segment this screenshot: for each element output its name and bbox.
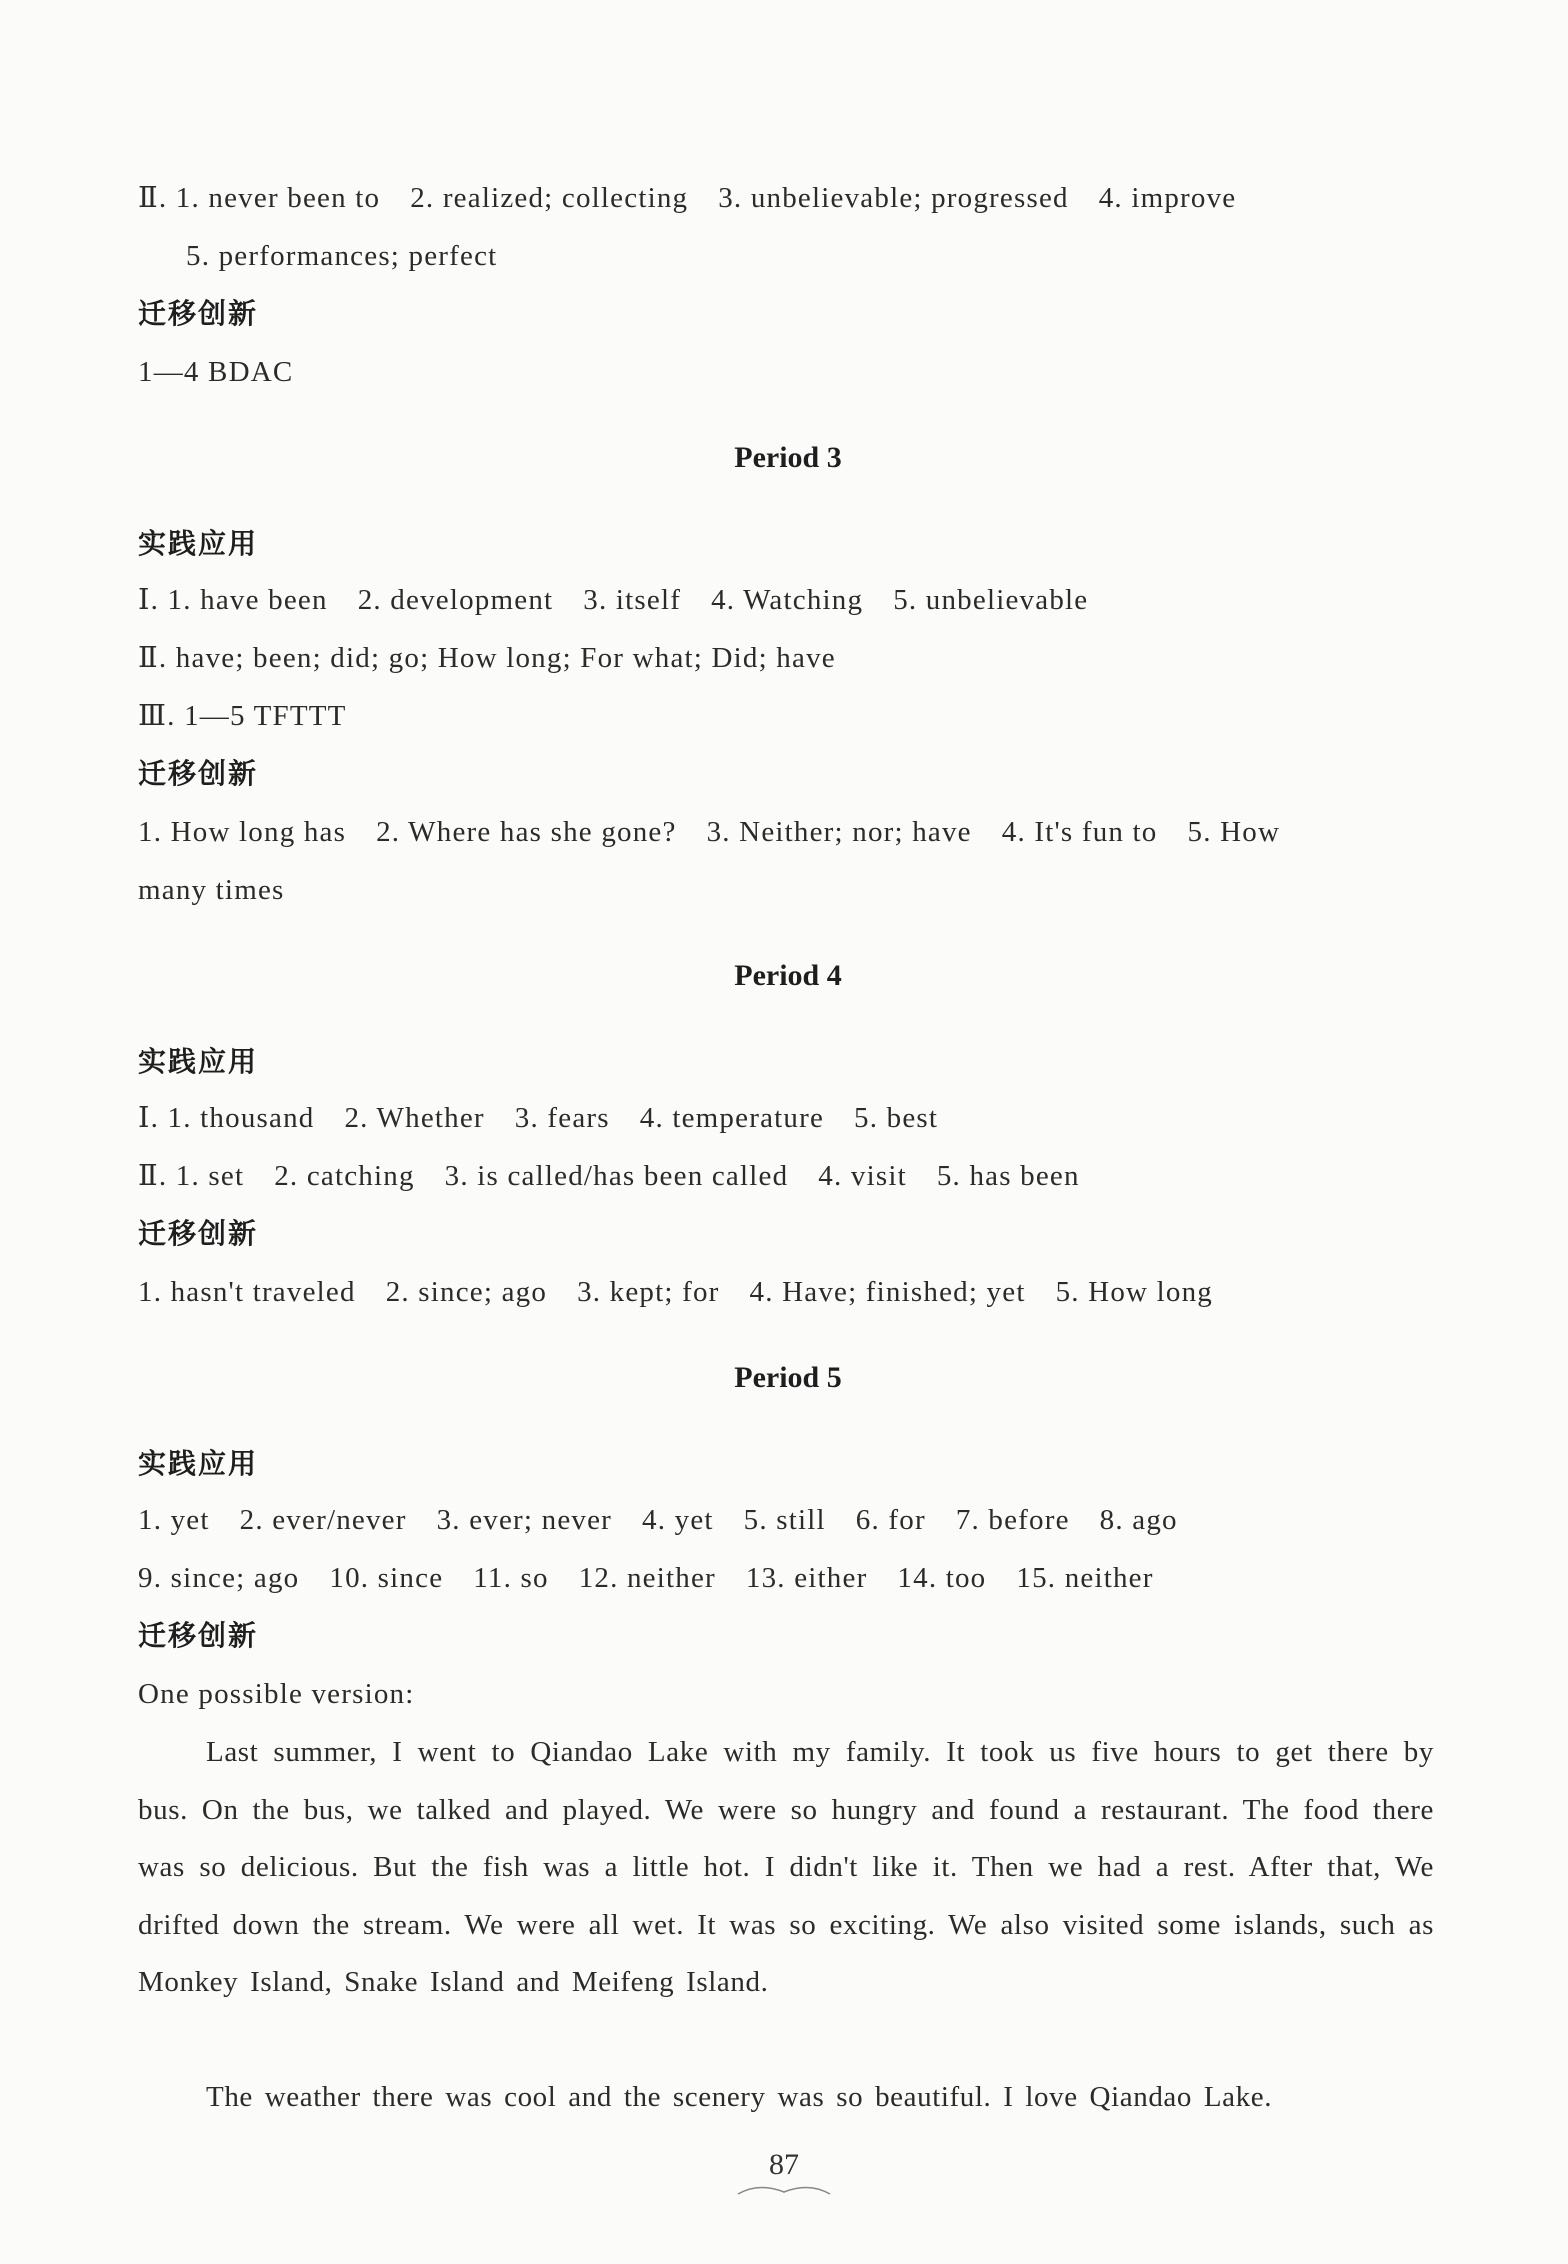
- answer-line: 1—4 BDAC: [138, 356, 294, 388]
- section-heading-innovation: 迁移创新: [138, 757, 259, 790]
- answer-item: 2. ever/never: [239, 1504, 407, 1536]
- section-heading-practice: 实践应用: [138, 1045, 259, 1078]
- section-heading-innovation: 迁移创新: [138, 1619, 259, 1652]
- answer-item: 3. fears: [514, 1102, 610, 1134]
- answer-item: 5. unbelievable: [893, 584, 1089, 616]
- section-heading-innovation: 迁移创新: [138, 297, 259, 330]
- answer-item: 4. yet: [642, 1504, 714, 1536]
- answer-item: 3. is called/has been called: [444, 1160, 789, 1192]
- answer-line: many times: [138, 874, 285, 906]
- answer-line: [138, 1156, 1080, 1196]
- answer-item: 5. best: [854, 1102, 939, 1134]
- section-heading-practice: 实践应用: [138, 1447, 259, 1480]
- answer-line: [138, 1558, 1154, 1598]
- answer-item: 3. Neither; nor; have: [706, 816, 972, 848]
- answer-item: Ⅰ. 1. have been: [138, 584, 328, 616]
- answer-item: 4. improve: [1098, 182, 1237, 214]
- section-heading-innovation: 迁移创新: [138, 1217, 259, 1250]
- answer-line: [138, 1272, 1213, 1312]
- answer-item: 3. itself: [583, 584, 682, 616]
- answer-item: 12. neither: [578, 1562, 716, 1594]
- answer-item: 4. Have; finished; yet: [749, 1276, 1026, 1308]
- answer-line: Ⅱ. have; been; did; go; How long; For what; Did; have: [138, 642, 836, 674]
- answer-item: 5. has been: [936, 1160, 1080, 1192]
- answer-item: 2. since; ago: [385, 1276, 548, 1308]
- answer-item: 4. It's fun to: [1001, 816, 1158, 848]
- answer-item: 2. catching: [274, 1160, 415, 1192]
- answer-item: 5. How: [1187, 816, 1281, 848]
- answer-item: 2. Whether: [344, 1102, 485, 1134]
- answer-item: 4. temperature: [639, 1102, 825, 1134]
- answer-item: Ⅱ. 1. set: [138, 1160, 245, 1192]
- answer-item: 2. Where has she gone?: [376, 816, 677, 848]
- answer-item: 5. still: [743, 1504, 826, 1536]
- answer-item: 15. neither: [1016, 1562, 1154, 1594]
- answer-item: 7. before: [955, 1504, 1070, 1536]
- period-title: Period 3: [734, 441, 842, 474]
- answer-item: 14. too: [897, 1562, 987, 1594]
- answer-item: 4. visit: [818, 1160, 907, 1192]
- period-title: Period 4: [734, 959, 842, 992]
- section-heading-practice: 实践应用: [138, 527, 259, 560]
- answer-line: [138, 178, 1236, 218]
- answer-item: 10. since: [329, 1562, 444, 1594]
- answer-item: 9. since; ago: [138, 1562, 300, 1594]
- answer-item: 8. ago: [1099, 1504, 1178, 1536]
- answer-line: Ⅲ. 1—5 TFTTT: [138, 700, 347, 732]
- answer-item: 11. so: [473, 1562, 549, 1594]
- period-title: Period 5: [734, 1361, 842, 1394]
- answer-item: 1. hasn't traveled: [138, 1276, 356, 1308]
- answer-line: [138, 1098, 938, 1138]
- answer-item: 5. performances; perfect: [186, 240, 498, 272]
- answer-item: 6. for: [855, 1504, 926, 1536]
- page-number: 87: [769, 2148, 799, 2181]
- answer-line: [186, 236, 497, 276]
- essay-intro: One possible version:: [138, 1678, 415, 1710]
- answer-item: 3. unbelievable; progressed: [718, 182, 1069, 214]
- essay-paragraph: The weather there was cool and the scenery was so beautiful. I love Qiandao Lake.: [206, 2081, 1273, 2113]
- answer-item: 2. development: [357, 584, 554, 616]
- answer-item: Ⅱ. 1. never been to: [138, 182, 381, 214]
- answer-item: 1. How long has: [138, 816, 347, 848]
- answer-item: 3. kept; for: [577, 1276, 720, 1308]
- answer-item: 1. yet: [138, 1504, 210, 1536]
- answer-item: Ⅰ. 1. thousand: [138, 1102, 315, 1134]
- page-number-ornament: [734, 2180, 834, 2200]
- answer-line: [138, 580, 1088, 620]
- answer-item: 3. ever; never: [436, 1504, 613, 1536]
- answer-line: [138, 1500, 1178, 1540]
- answer-item: 5. How long: [1055, 1276, 1213, 1308]
- essay-paragraph: Last summer, I went to Qiandao Lake with my family. It took us five hours to get there by bus. On the bus, we talked and played. We were so hungry and found a restaurant. The food there was so delicious. But the fish was a little hot. I didn't like it. Then we had a rest. After that, We drifted down the stream. We were all wet. It was so exciting. We also visited some islands, such as Monkey Island, Snake Island and Meifeng Island.: [138, 1736, 1434, 1998]
- answer-item: 2. realized; collecting: [410, 182, 689, 214]
- answer-item: 13. either: [745, 1562, 868, 1594]
- answer-line: [138, 812, 1280, 852]
- answer-item: 4. Watching: [711, 584, 864, 616]
